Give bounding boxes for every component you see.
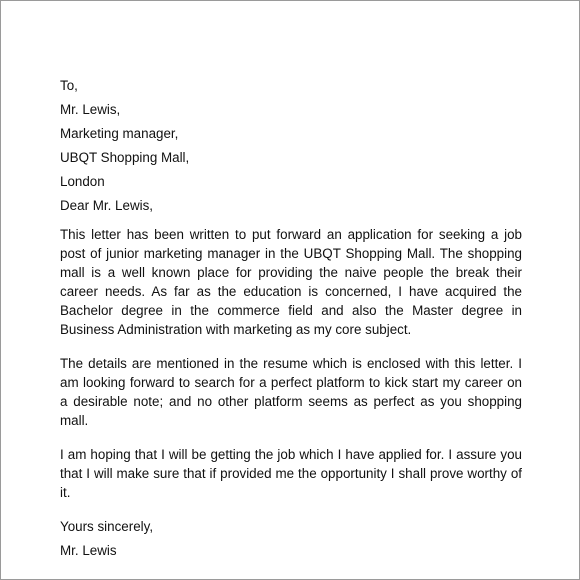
salutation-to: To,	[60, 78, 78, 93]
recipient-company: UBQT Shopping Mall,	[60, 150, 190, 165]
signature: Mr. Lewis	[60, 543, 117, 558]
paragraph-1: This letter has been written to put forward an application for seeking a job post of junior marketing manager in the UBQT Shopping Mall. The shopping mall is a well known place for providing the naive people the break their career needs. As far as the education is concerned, I have acquired the Bachelor degree in the commerce field and also the Master degree in Business Administration with marketing as my core subject.	[60, 227, 522, 337]
paragraph-2: The details are mentioned in the resume which is enclosed with this letter. I am looking forward to search for a perfect platform to kick start my career on a desirable note; and no other platform seems as perfect as you shopping mall.	[60, 356, 522, 428]
recipient-title: Marketing manager,	[60, 126, 179, 141]
recipient-city: London	[60, 174, 105, 189]
closing: Yours sincerely,	[60, 519, 154, 534]
letter-body	[60, 74, 522, 563]
recipient-name: Mr. Lewis,	[60, 102, 121, 117]
greeting: Dear Mr. Lewis,	[60, 198, 154, 213]
paragraph-3: I am hoping that I will be getting the job which I have applied for. I assure you that I will make sure that if provided me the opportunity I shall prove worthy of it.	[60, 447, 522, 500]
